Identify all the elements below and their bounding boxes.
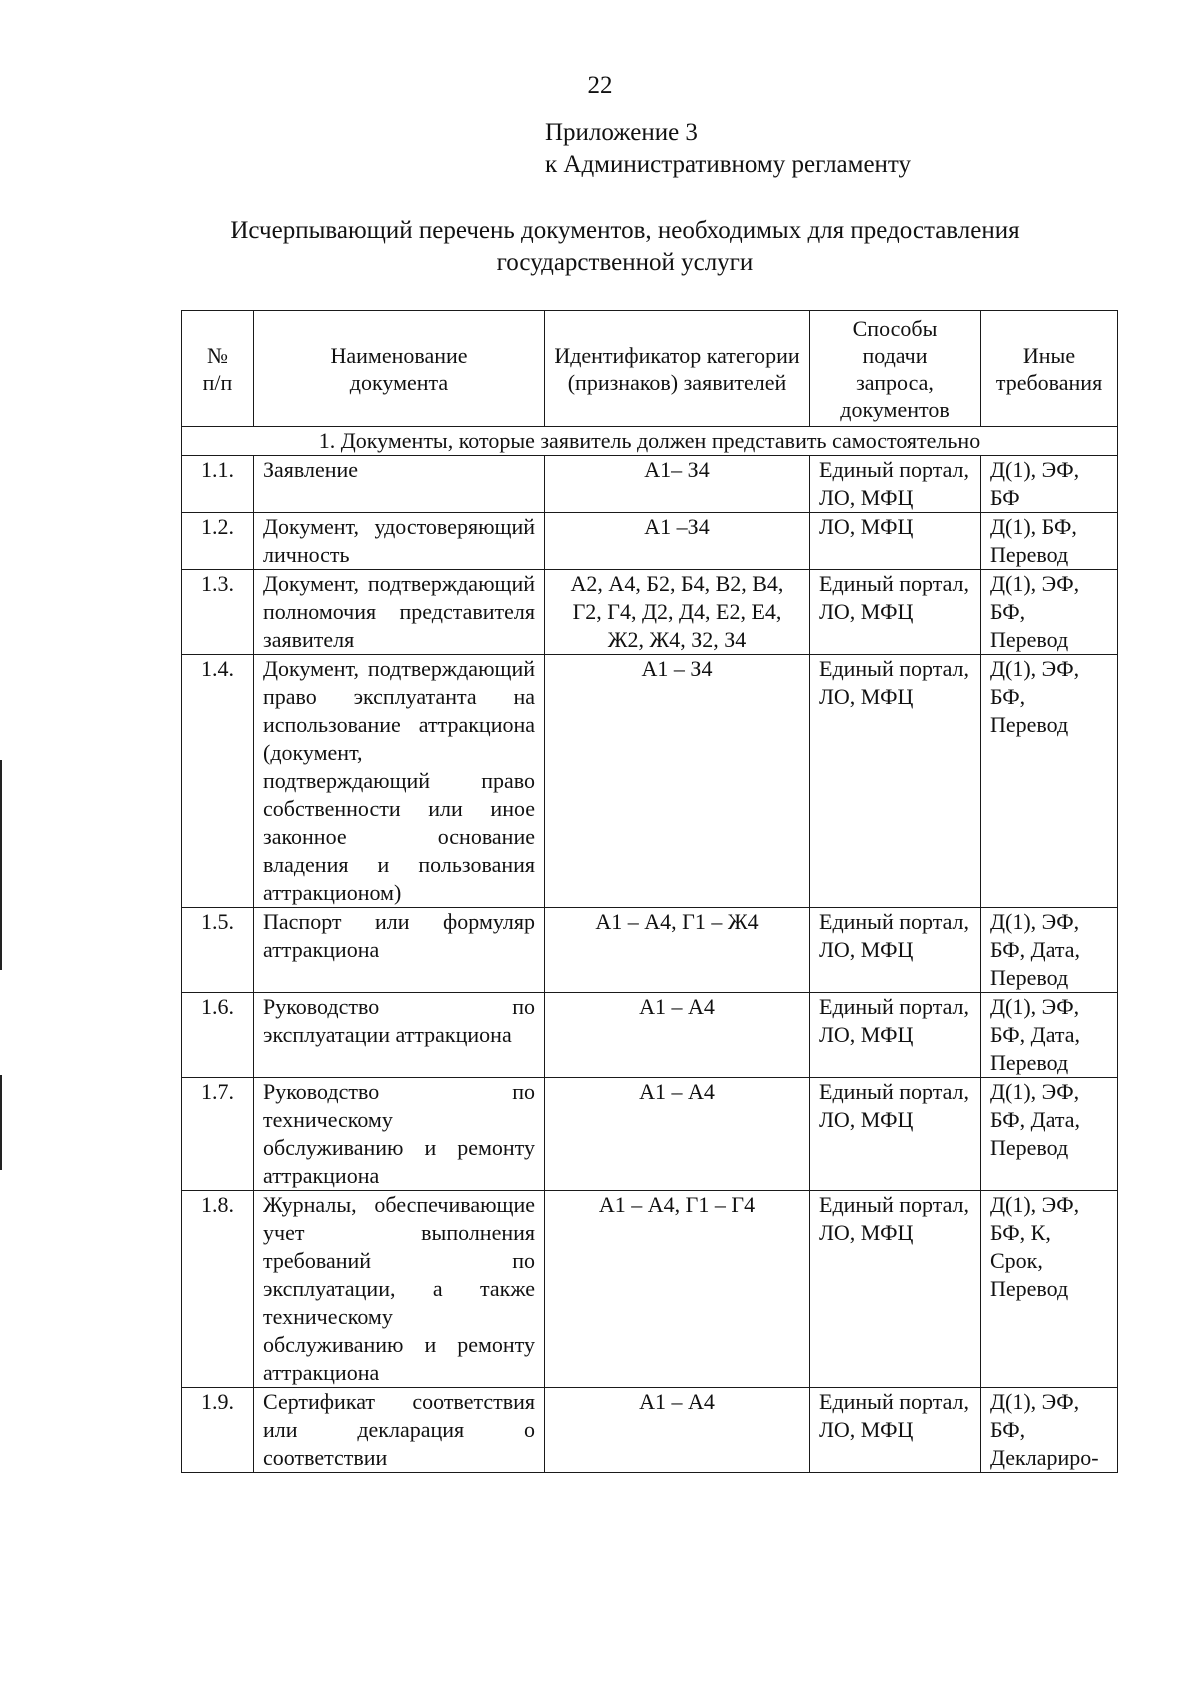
row-other-requirements: Д(1), ЭФ, БФ, Дата, Перевод [981,993,1118,1078]
row-document-name: Руководство по эксплуатации аттракциона [254,993,545,1078]
row-document-name: Журналы, обеспечивающие учет выполнения требований по эксплуатации, а также техническому обслуживанию и ремонту аттракциона [254,1191,545,1388]
table-row [182,908,1118,993]
table-header-row [182,311,1118,427]
table-row [182,993,1118,1078]
row-document-name: Руководство по техническому обслуживанию и ремонту аттракциона [254,1078,545,1191]
header-number: № п/п [182,311,254,427]
row-other-requirements: Д(1), БФ, Перевод [981,513,1118,570]
table-row [182,1388,1118,1473]
documents-table [181,310,1118,1473]
row-document-name: Паспорт или формуляр аттракциона [254,908,545,993]
row-submission-methods: ЛО, МФЦ [810,513,981,570]
row-number: 1.2. [182,513,254,570]
row-other-requirements: Д(1), ЭФ, БФ, Деклариро- [981,1388,1118,1473]
row-other-requirements: Д(1), ЭФ, БФ, Дата, Перевод [981,908,1118,993]
document-title-line-1: Исчерпывающий перечень документов, необходимых для предоставления [230,217,1020,244]
table-row [182,456,1118,513]
row-number: 1.7. [182,1078,254,1191]
row-applicant-identifier: А1 – А4, Г1 – Г4 [545,1191,810,1388]
row-submission-methods: Единый портал, ЛО, МФЦ [810,908,981,993]
row-number: 1.4. [182,655,254,908]
table-row [182,1078,1118,1191]
document-title [150,215,1100,279]
page-number: 22 [587,72,613,99]
row-document-name: Заявление [254,456,545,513]
row-submission-methods: Единый портал, ЛО, МФЦ [810,655,981,908]
appendix-caption [545,117,911,181]
row-other-requirements: Д(1), ЭФ, БФ, Перевод [981,655,1118,908]
header-other: Иные требования [981,311,1118,427]
document-title-line-2: государственной услуги [496,249,754,276]
row-submission-methods: Единый портал, ЛО, МФЦ [810,456,981,513]
row-applicant-identifier: А1– З4 [545,456,810,513]
row-applicant-identifier: А1 –З4 [545,513,810,570]
row-document-name: Документ, подтверждающий право эксплуатанта на использование аттракциона (документ, подтверждающий право собственности или иное законное основание владения и пользования аттракционом) [254,655,545,908]
header-name: Наименование документа [254,311,545,427]
row-number: 1.8. [182,1191,254,1388]
row-applicant-identifier: А1 – А4, Г1 – Ж4 [545,908,810,993]
header-identifier: Идентификатор категории (признаков) заявителей [545,311,810,427]
row-other-requirements: Д(1), ЭФ, БФ, Дата, Перевод [981,1078,1118,1191]
section-title: 1. Документы, которые заявитель должен представить самостоятельно [182,427,1118,456]
scan-margin-mark [0,1075,2,1170]
row-other-requirements: Д(1), ЭФ, БФ [981,456,1118,513]
row-number: 1.6. [182,993,254,1078]
row-number: 1.1. [182,456,254,513]
section-row [182,427,1118,456]
row-applicant-identifier: А1 – А4 [545,1388,810,1473]
row-submission-methods: Единый портал, ЛО, МФЦ [810,993,981,1078]
row-document-name: Документ, подтверждающий полномочия представителя заявителя [254,570,545,655]
table-row [182,570,1118,655]
row-applicant-identifier: А1 – А4 [545,993,810,1078]
scan-margin-mark [0,760,2,970]
row-submission-methods: Единый портал, ЛО, МФЦ [810,1191,981,1388]
row-document-name: Документ, удостоверяющий личность [254,513,545,570]
row-other-requirements: Д(1), ЭФ, БФ, Перевод [981,570,1118,655]
appendix-line-1: Приложение 3 [545,119,698,146]
row-submission-methods: Единый портал, ЛО, МФЦ [810,1388,981,1473]
table-row [182,1191,1118,1388]
row-submission-methods: Единый портал, ЛО, МФЦ [810,1078,981,1191]
header-methods: Способы подачи запроса, документов [810,311,981,427]
appendix-line-2: к Административному регламенту [545,151,912,178]
row-applicant-identifier: А1 – З4 [545,655,810,908]
table-row [182,513,1118,570]
row-number: 1.9. [182,1388,254,1473]
row-number: 1.5. [182,908,254,993]
row-applicant-identifier: А1 – А4 [545,1078,810,1191]
row-document-name: Сертификат соответствия или декларация о соответствии [254,1388,545,1473]
table-row [182,655,1118,908]
row-number: 1.3. [182,570,254,655]
row-submission-methods: Единый портал, ЛО, МФЦ [810,570,981,655]
row-other-requirements: Д(1), ЭФ, БФ, К, Срок, Перевод [981,1191,1118,1388]
row-applicant-identifier: А2, А4, Б2, Б4, В2, В4, Г2, Г4, Д2, Д4, Е2, Е4, Ж2, Ж4, З2, З4 [545,570,810,655]
